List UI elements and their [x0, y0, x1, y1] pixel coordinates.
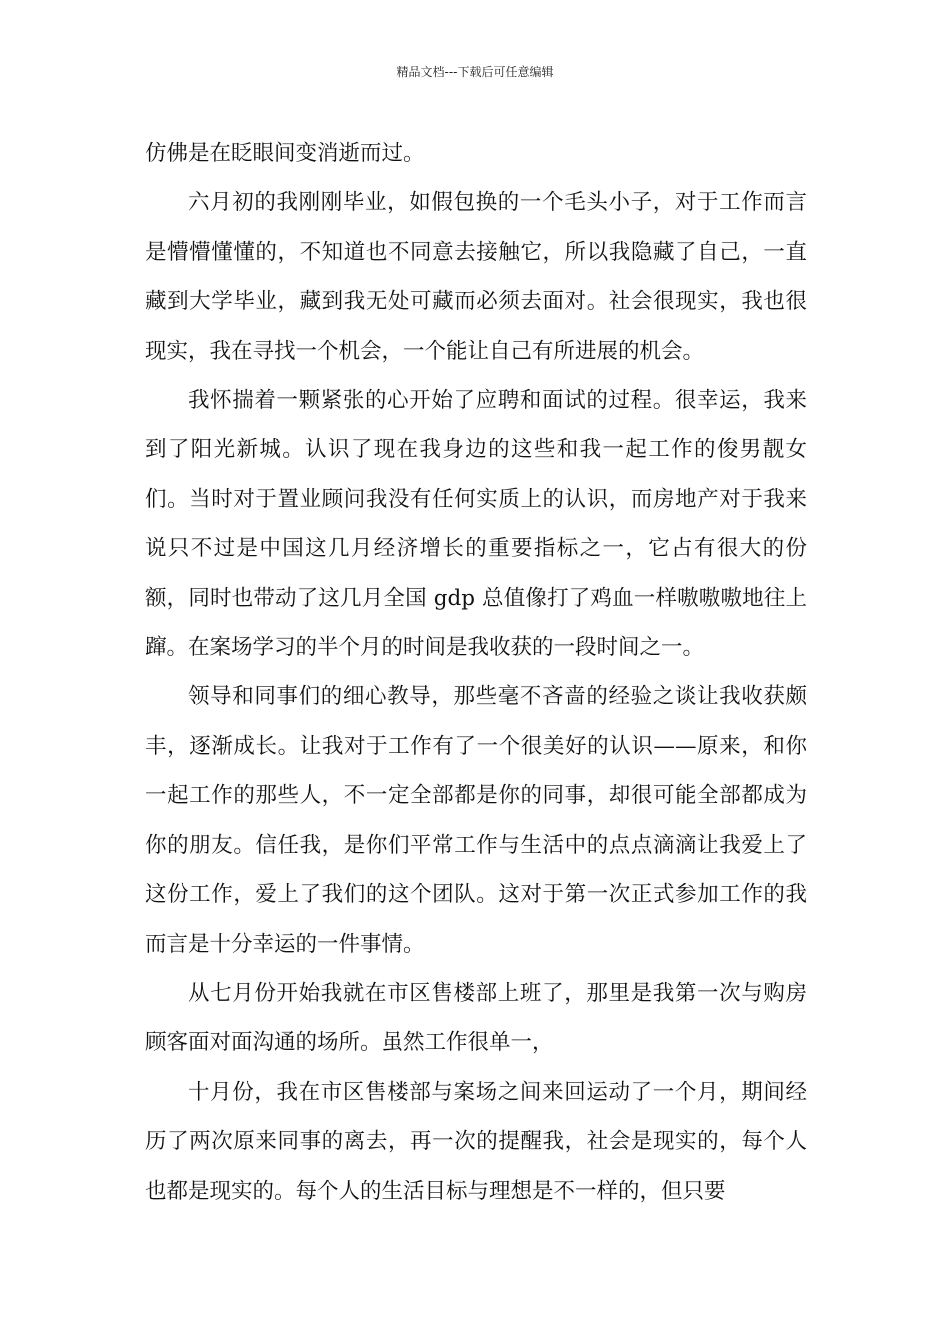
paragraph: 领导和同事们的细心教导，那些毫不吝啬的经验之谈让我收获颇丰，逐渐成长。让我对于工作有了一个很美好的认识——原来，和你一起工作的那些人，不一定全部都是你的同事，却很可能全部都成为你的朋友。信任我，是你们平常工作与生活中的点点滴滴让我爱上了这份工作，爱上了我们的这个团队。这对于第一次正式参加工作的我而言是十分幸运的一件事情。	[145, 684, 807, 957]
paragraph: 十月份，我在市区售楼部与案场之间来回运动了一个月，期间经历了两次原来同事的离去，再一次的提醒我，社会是现实的，每个人也都是现实的。每个人的生活目标与理想是不一样的，但只要	[145, 1079, 807, 1204]
document-body	[145, 129, 807, 1216]
paragraph: 六月初的我刚刚毕业，如假包换的一个毛头小子，对于工作而言是懵懵懂懂的，不知道也不同意去接触它，所以我隐藏了自己，一直藏到大学毕业，藏到我无处可藏而必须去面对。社会很现实，我也很现实，我在寻找一个机会，一个能让自己有所进展的机会。	[145, 190, 807, 364]
paragraph: 从七月份开始我就在市区售楼部上班了，那里是我第一次与购房顾客面对面沟通的场所。虽然工作很单一，	[145, 980, 807, 1056]
page-header: 精品文档---下载后可任意编辑	[396, 65, 554, 79]
paragraph: 我怀揣着一颗紧张的心开始了应聘和面试的过程。很幸运，我来到了阳光新城。认识了现在我身边的这些和我一起工作的俊男靓女们。当时对于置业顾问我没有任何实质上的认识，而房地产对于我来说只不过是中国这几月经济增长的重要指标之一，它占有很大的份额，同时也带动了这几月全国 gdp 总值像打了鸡血一样嗷嗷嗷地往上蹿。在案场学习的半个月的时间是我收获的一段时间之一。	[145, 388, 807, 661]
paragraph: 仿佛是在眨眼间变消逝而过。	[145, 141, 425, 166]
